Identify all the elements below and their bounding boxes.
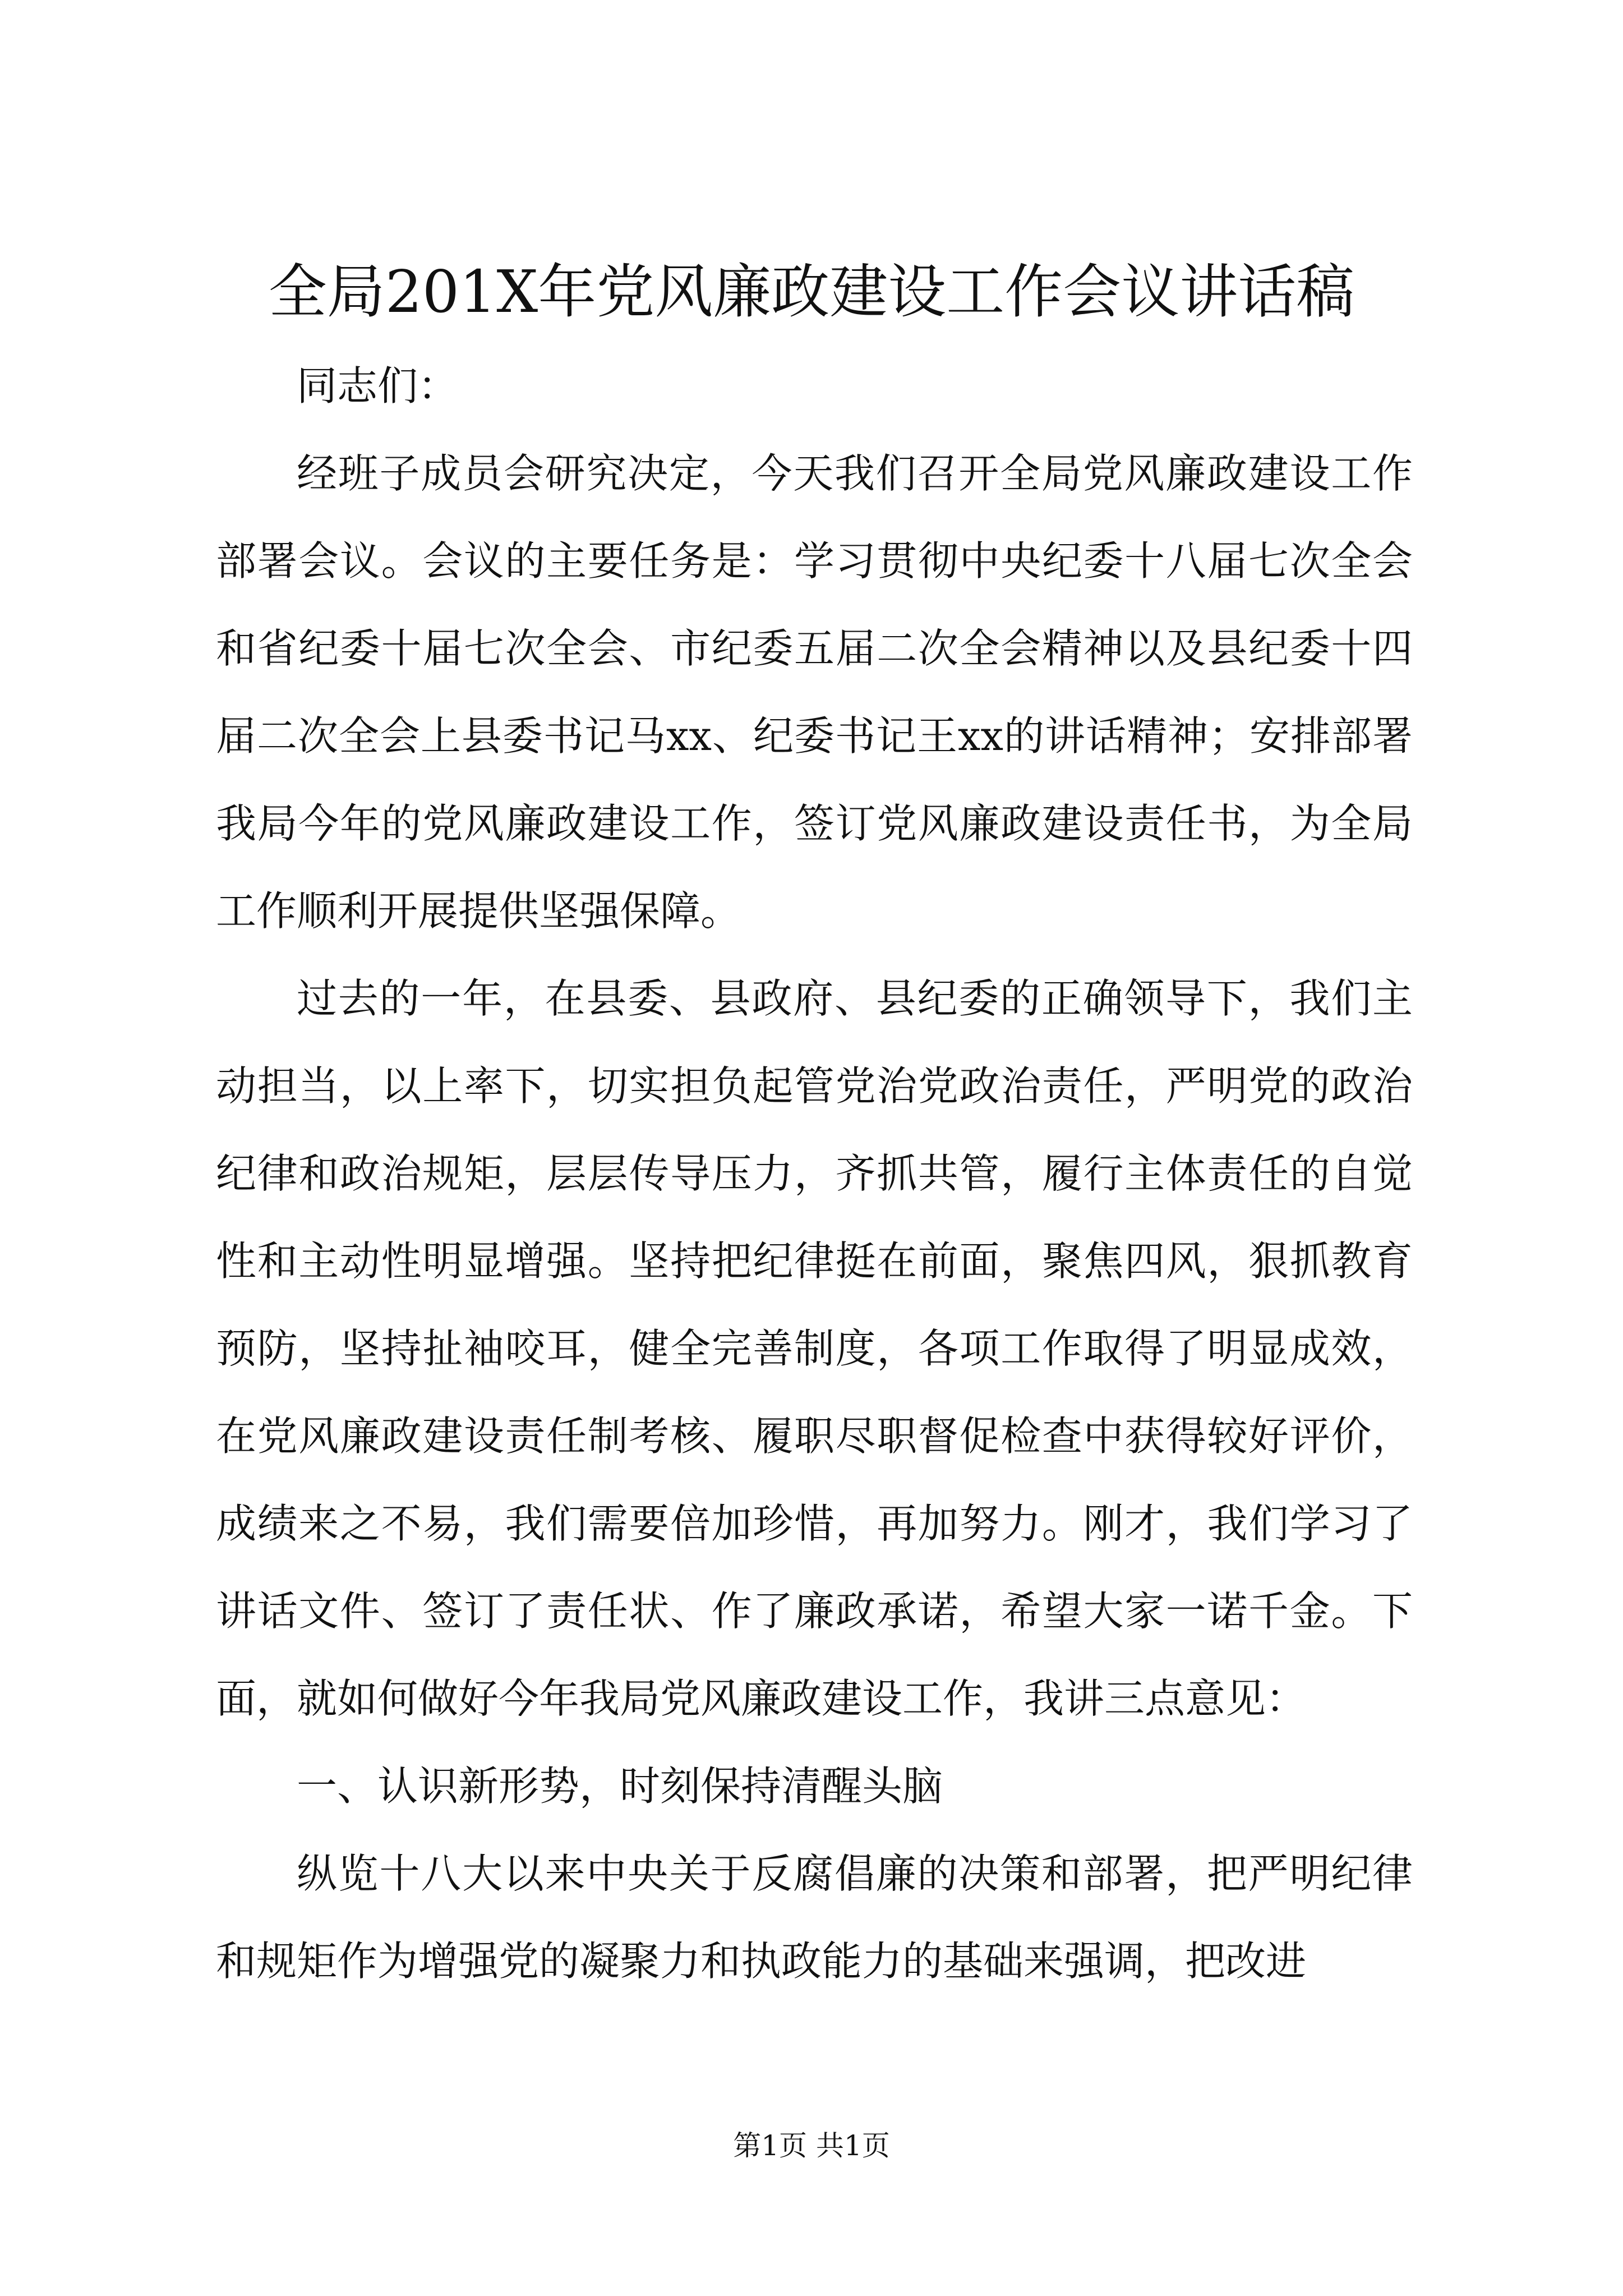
salutation: 同志们： [297, 362, 459, 409]
paragraph-meeting-purpose: 经班子成员会研究决定，今天我们召开全局党风廉政建设工作部署会议。会议的主要任务是：学习贯彻中央纪委十八届七次全会和省纪委十届七次全会、市纪委五届二次全会精神以及县纪委十四届二次全会上县委书记马xx、纪委书记王xx的讲话精神；安排部署我局今年的党风廉政建设工作，签订党风廉政建设责任书，为全局工作顺利开展提供坚强保障。 [216, 450, 1413, 935]
section-heading-1: 一、认识新形势，时刻保持清醒头脑 [297, 1763, 943, 1810]
page-footer: 第1页 共1页 [733, 2129, 890, 2162]
paragraph-section-1: 纵览十八大以来中央关于反腐倡廉的决策和部署，把严明纪律和规矩作为增强党的凝聚力和执政能力的基础来强调，把改进 [216, 1850, 1413, 1985]
document-body [216, 342, 1413, 2005]
document-title: 全局201X年党风廉政建设工作会议讲话稿 [268, 257, 1355, 326]
paragraph-past-year: 过去的一年，在县委、县政府、县纪委的正确领导下，我们主动担当，以上率下，切实担负起管党治党政治责任，严明党的政治纪律和政治规矩，层层传导压力，齐抓共管，履行主体责任的自觉性和主动性明显增强。坚持把纪律挺在前面，聚焦四风，狠抓教育预防，坚持扯袖咬耳，健全完善制度，各项工作取得了明显成效，在党风廉政建设责任制考核、履职尽职督促检查中获得较好评价，成绩来之不易，我们需要倍加珍惜，再加努力。刚才，我们学习了讲话文件、签订了责任状、作了廉政承诺，希望大家一诺千金。下面，就如何做好今年我局党风廉政建设工作，我讲三点意见： [216, 975, 1413, 1722]
